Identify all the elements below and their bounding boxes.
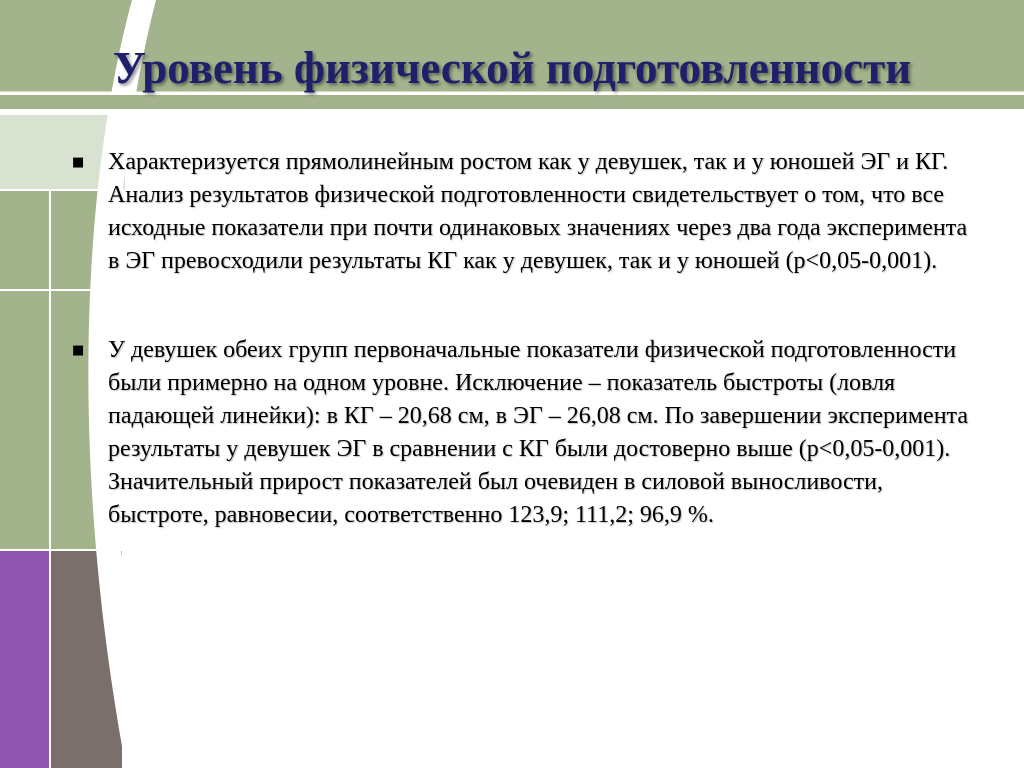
bullet-text: У девушек обеих групп первоначальные показатели физической подготовленности были примерно на одном уровне. Исключение – показатель быстроты (ловля падающей линейки): в КГ – 20,68 см, в ЭГ – 26,08 см. По завершении эксперимента результаты у девушек ЭГ в сравнении с КГ были достоверно выше (р<0,05-0,001). Значительный прирост показателей был очевиден в силовой выносливости, быстроте, равновесии, соответственно 123,9; 111,2; 96,9 %. [108, 337, 968, 528]
bullet-marker-icon: ■ [72, 155, 85, 170]
slide-title: Уровень физической подготовленности [112, 43, 912, 93]
sidebar-purple-block [0, 550, 50, 768]
bullet-marker-icon: ■ [72, 343, 85, 358]
bullet-text: Характеризуется прямолинейным ростом как у девушек, так и у юношей ЭГ и КГ. Анализ результатов физической подготовленности свидетельствует о том, что все исходные показатели при почти одинаковых значениях через два года эксперимента в ЭГ превосходили результаты КГ как у девушек, так и у юношей (р<0,05-0,001). [108, 149, 968, 274]
bullet-item [72, 334, 972, 532]
bullet-list [72, 146, 972, 588]
bullet-item [72, 146, 972, 278]
